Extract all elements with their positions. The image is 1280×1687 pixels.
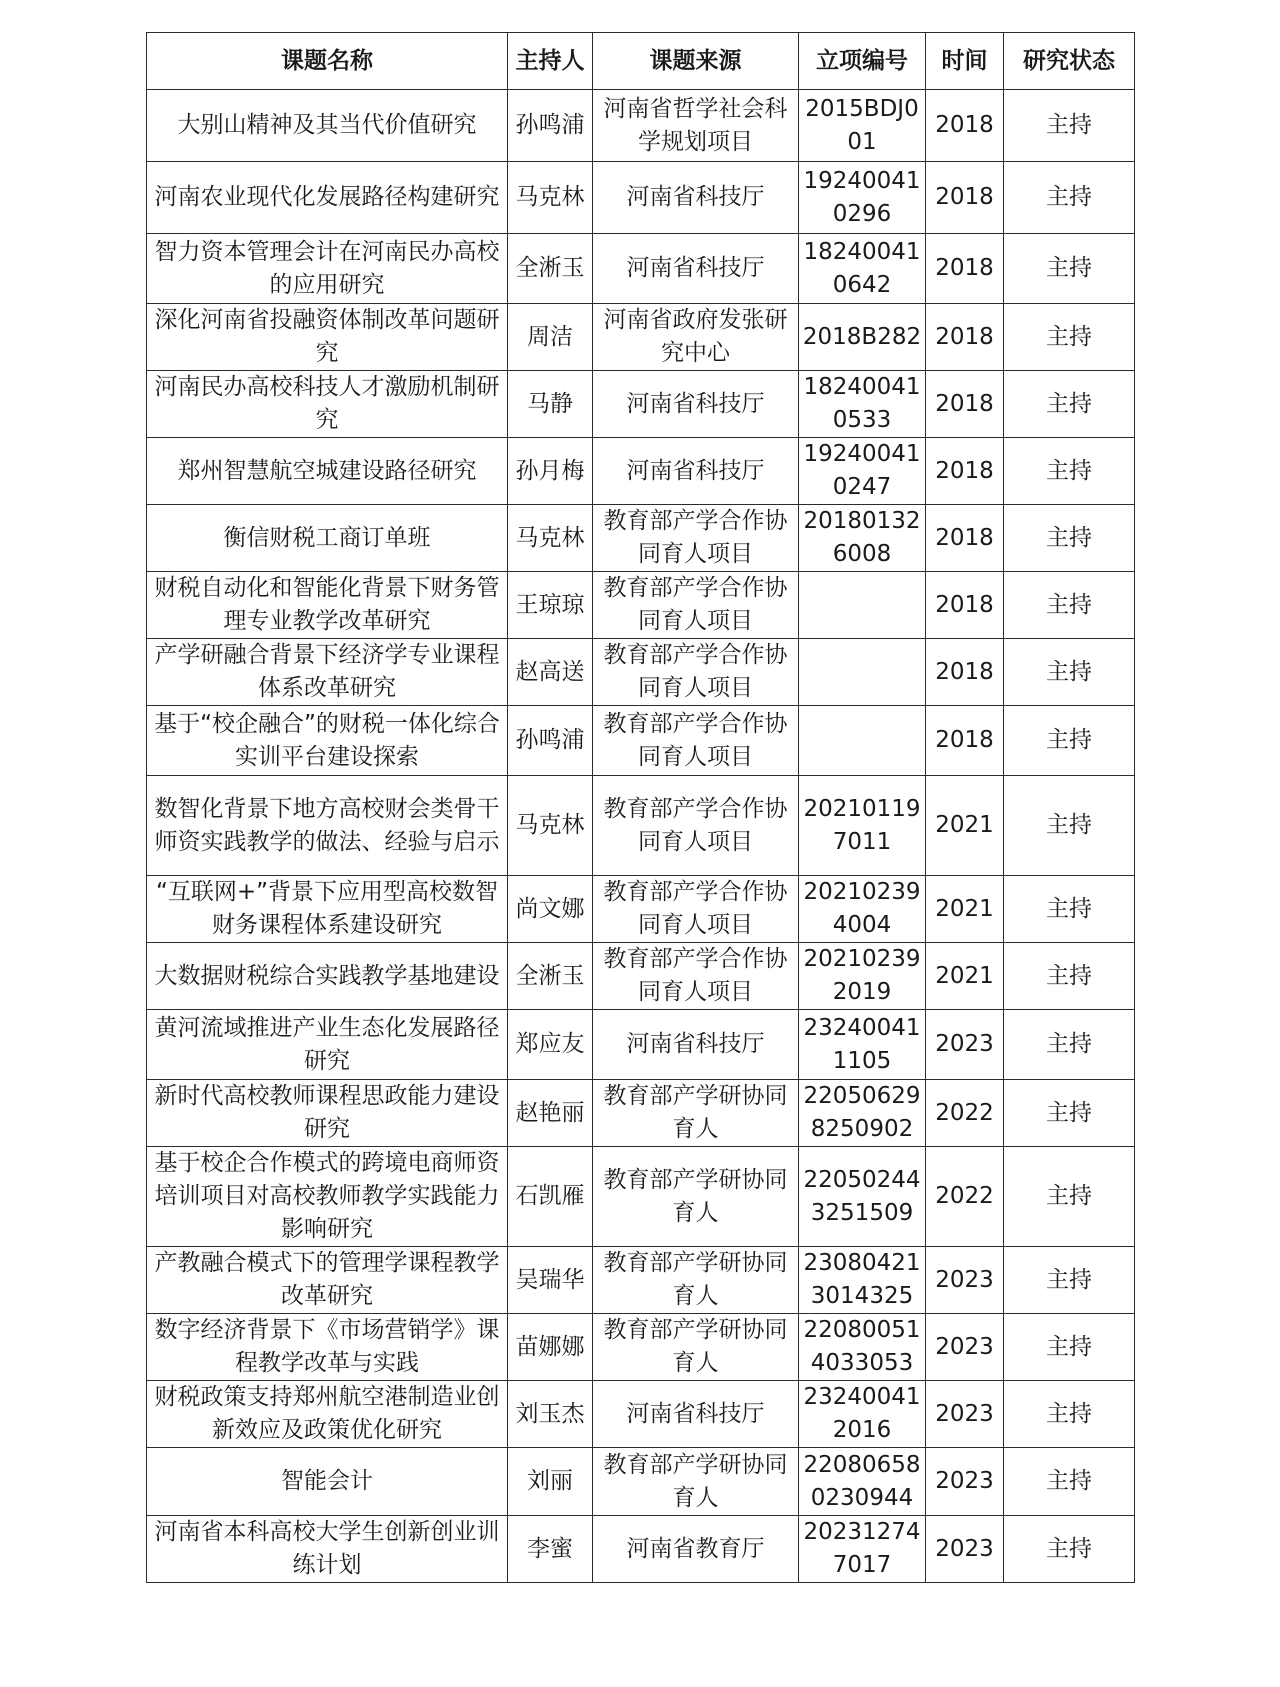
cell-source: 教育部产学合作协同育人项目 — [593, 943, 799, 1010]
cell-status: 主持 — [1004, 1010, 1135, 1080]
header-project-name: 课题名称 — [147, 33, 508, 90]
cell-code: 202101197011 — [799, 776, 926, 876]
cell-year: 2018 — [926, 438, 1004, 505]
cell-status: 主持 — [1004, 1080, 1135, 1147]
cell-status: 主持 — [1004, 162, 1135, 234]
cell-status: 主持 — [1004, 1448, 1135, 1516]
cell-project-name: 产教融合模式下的管理学课程教学改革研究 — [147, 1247, 508, 1314]
table-row — [147, 1010, 1135, 1080]
cell-year: 2022 — [926, 1080, 1004, 1147]
cell-host: 吴瑞华 — [508, 1247, 593, 1314]
cell-source: 河南省教育厅 — [593, 1516, 799, 1583]
cell-code: 220806580230944 — [799, 1448, 926, 1516]
table-row — [147, 876, 1135, 943]
table-row — [147, 943, 1135, 1010]
cell-code: 202312747017 — [799, 1516, 926, 1583]
cell-code: 220502443251509 — [799, 1147, 926, 1247]
cell-year: 2018 — [926, 234, 1004, 304]
cell-status: 主持 — [1004, 776, 1135, 876]
cell-year: 2018 — [926, 371, 1004, 438]
cell-project-name: 数字经济背景下《市场营销学》课程教学改革与实践 — [147, 1314, 508, 1381]
cell-status: 主持 — [1004, 234, 1135, 304]
cell-project-name: 产学研融合背景下经济学专业课程体系改革研究 — [147, 639, 508, 706]
cell-year: 2023 — [926, 1314, 1004, 1381]
cell-source: 教育部产学研协同育人 — [593, 1080, 799, 1147]
cell-project-name: 黄河流域推进产业生态化发展路径研究 — [147, 1010, 508, 1080]
table-row — [147, 1247, 1135, 1314]
table-row — [147, 776, 1135, 876]
cell-source: 教育部产学研协同育人 — [593, 1247, 799, 1314]
cell-year: 2018 — [926, 304, 1004, 371]
table-row — [147, 639, 1135, 706]
table-row — [147, 1516, 1135, 1583]
cell-host: 石凯雁 — [508, 1147, 593, 1247]
cell-code: 182400410642 — [799, 234, 926, 304]
header-code: 立项编号 — [799, 33, 926, 90]
header-row — [147, 33, 1135, 90]
cell-source: 河南省哲学社会科学规划项目 — [593, 90, 799, 162]
cell-year: 2023 — [926, 1010, 1004, 1080]
cell-status: 主持 — [1004, 371, 1135, 438]
header-year: 时间 — [926, 33, 1004, 90]
header-source: 课题来源 — [593, 33, 799, 90]
cell-status: 主持 — [1004, 438, 1135, 505]
cell-status: 主持 — [1004, 639, 1135, 706]
cell-code: 2018B282 — [799, 304, 926, 371]
cell-year: 2018 — [926, 90, 1004, 162]
cell-code: 230804213014325 — [799, 1247, 926, 1314]
cell-host: 全淅玉 — [508, 234, 593, 304]
table-row — [147, 706, 1135, 776]
cell-status: 主持 — [1004, 1381, 1135, 1448]
table-row — [147, 1448, 1135, 1516]
cell-host: 李蜜 — [508, 1516, 593, 1583]
cell-source: 教育部产学研协同育人 — [593, 1448, 799, 1516]
cell-source: 教育部产学合作协同育人项目 — [593, 505, 799, 572]
table-row — [147, 572, 1135, 639]
cell-status: 主持 — [1004, 1516, 1135, 1583]
cell-project-name: 郑州智慧航空城建设路径研究 — [147, 438, 508, 505]
cell-code — [799, 639, 926, 706]
table-row — [147, 1147, 1135, 1247]
cell-host: 孙月梅 — [508, 438, 593, 505]
cell-status: 主持 — [1004, 1247, 1135, 1314]
cell-project-name: 财税自动化和智能化背景下财务管理专业教学改革研究 — [147, 572, 508, 639]
cell-host: 刘丽 — [508, 1448, 593, 1516]
cell-host: 孙鸣浦 — [508, 90, 593, 162]
cell-project-name: 基于“校企融合”的财税一体化综合实训平台建设探索 — [147, 706, 508, 776]
cell-host: 苗娜娜 — [508, 1314, 593, 1381]
cell-status: 主持 — [1004, 876, 1135, 943]
cell-project-name: 衡信财税工商订单班 — [147, 505, 508, 572]
cell-project-name: 河南省本科高校大学生创新创业训练计划 — [147, 1516, 508, 1583]
cell-host: 郑应友 — [508, 1010, 593, 1080]
cell-code: 192400410247 — [799, 438, 926, 505]
cell-project-name: 智能会计 — [147, 1448, 508, 1516]
cell-source: 河南省政府发张研究中心 — [593, 304, 799, 371]
cell-year: 2018 — [926, 639, 1004, 706]
cell-source: 河南省科技厅 — [593, 162, 799, 234]
cell-source: 河南省科技厅 — [593, 438, 799, 505]
table-row — [147, 304, 1135, 371]
cell-project-name: 新时代高校教师课程思政能力建设研究 — [147, 1080, 508, 1147]
cell-status: 主持 — [1004, 304, 1135, 371]
cell-project-name: 财税政策支持郑州航空港制造业创新效应及政策优化研究 — [147, 1381, 508, 1448]
cell-status: 主持 — [1004, 505, 1135, 572]
cell-code: 220800514033053 — [799, 1314, 926, 1381]
table-row — [147, 234, 1135, 304]
cell-year: 2018 — [926, 706, 1004, 776]
table-row — [147, 505, 1135, 572]
cell-status: 主持 — [1004, 1147, 1135, 1247]
cell-source: 教育部产学合作协同育人项目 — [593, 776, 799, 876]
cell-year: 2018 — [926, 572, 1004, 639]
cell-code: 202102392019 — [799, 943, 926, 1010]
cell-code — [799, 706, 926, 776]
cell-year: 2018 — [926, 162, 1004, 234]
cell-year: 2023 — [926, 1516, 1004, 1583]
cell-host: 尚文娜 — [508, 876, 593, 943]
cell-code: 182400410533 — [799, 371, 926, 438]
cell-source: 河南省科技厅 — [593, 1010, 799, 1080]
table-row — [147, 371, 1135, 438]
cell-host: 王琼琼 — [508, 572, 593, 639]
header-status: 研究状态 — [1004, 33, 1135, 90]
cell-source: 教育部产学合作协同育人项目 — [593, 876, 799, 943]
table-row — [147, 90, 1135, 162]
cell-code: 232400412016 — [799, 1381, 926, 1448]
cell-code: 232400411105 — [799, 1010, 926, 1080]
cell-project-name: 大别山精神及其当代价值研究 — [147, 90, 508, 162]
cell-source: 河南省科技厅 — [593, 371, 799, 438]
cell-year: 2023 — [926, 1381, 1004, 1448]
cell-host: 马克林 — [508, 162, 593, 234]
cell-project-name: 数智化背景下地方高校财会类骨干师资实践教学的做法、经验与启示 — [147, 776, 508, 876]
cell-project-name: 大数据财税综合实践教学基地建设 — [147, 943, 508, 1010]
cell-host: 赵艳丽 — [508, 1080, 593, 1147]
cell-source: 教育部产学合作协同育人项目 — [593, 639, 799, 706]
cell-code: 192400410296 — [799, 162, 926, 234]
cell-host: 全淅玉 — [508, 943, 593, 1010]
cell-host: 孙鸣浦 — [508, 706, 593, 776]
cell-host: 赵高送 — [508, 639, 593, 706]
table-row — [147, 438, 1135, 505]
cell-year: 2023 — [926, 1448, 1004, 1516]
cell-source: 河南省科技厅 — [593, 234, 799, 304]
cell-status: 主持 — [1004, 943, 1135, 1010]
cell-code: 2015BDJ001 — [799, 90, 926, 162]
cell-project-name: “互联网+”背景下应用型高校数智财务课程体系建设研究 — [147, 876, 508, 943]
table-row — [147, 1381, 1135, 1448]
table-row — [147, 1080, 1135, 1147]
cell-host: 刘玉杰 — [508, 1381, 593, 1448]
cell-source: 河南省科技厅 — [593, 1381, 799, 1448]
projects-table — [146, 32, 1135, 1583]
cell-project-name: 河南民办高校科技人才激励机制研究 — [147, 371, 508, 438]
cell-host: 马静 — [508, 371, 593, 438]
cell-code: 202102394004 — [799, 876, 926, 943]
cell-host: 马克林 — [508, 505, 593, 572]
cell-host: 马克林 — [508, 776, 593, 876]
cell-project-name: 智力资本管理会计在河南民办高校的应用研究 — [147, 234, 508, 304]
cell-year: 2022 — [926, 1147, 1004, 1247]
cell-project-name: 河南农业现代化发展路径构建研究 — [147, 162, 508, 234]
cell-year: 2021 — [926, 776, 1004, 876]
cell-year: 2021 — [926, 876, 1004, 943]
cell-status: 主持 — [1004, 572, 1135, 639]
cell-status: 主持 — [1004, 90, 1135, 162]
table-row — [147, 1314, 1135, 1381]
cell-source: 教育部产学研协同育人 — [593, 1314, 799, 1381]
cell-year: 2023 — [926, 1247, 1004, 1314]
cell-code: 201801326008 — [799, 505, 926, 572]
cell-year: 2021 — [926, 943, 1004, 1010]
cell-project-name: 基于校企合作模式的跨境电商师资培训项目对高校教师教学实践能力影响研究 — [147, 1147, 508, 1247]
cell-year: 2018 — [926, 505, 1004, 572]
cell-status: 主持 — [1004, 1314, 1135, 1381]
table-row — [147, 162, 1135, 234]
cell-code — [799, 572, 926, 639]
cell-code: 220506298250902 — [799, 1080, 926, 1147]
header-host: 主持人 — [508, 33, 593, 90]
cell-source: 教育部产学合作协同育人项目 — [593, 572, 799, 639]
cell-project-name: 深化河南省投融资体制改革问题研究 — [147, 304, 508, 371]
cell-host: 周洁 — [508, 304, 593, 371]
cell-source: 教育部产学合作协同育人项目 — [593, 706, 799, 776]
cell-source: 教育部产学研协同育人 — [593, 1147, 799, 1247]
cell-status: 主持 — [1004, 706, 1135, 776]
